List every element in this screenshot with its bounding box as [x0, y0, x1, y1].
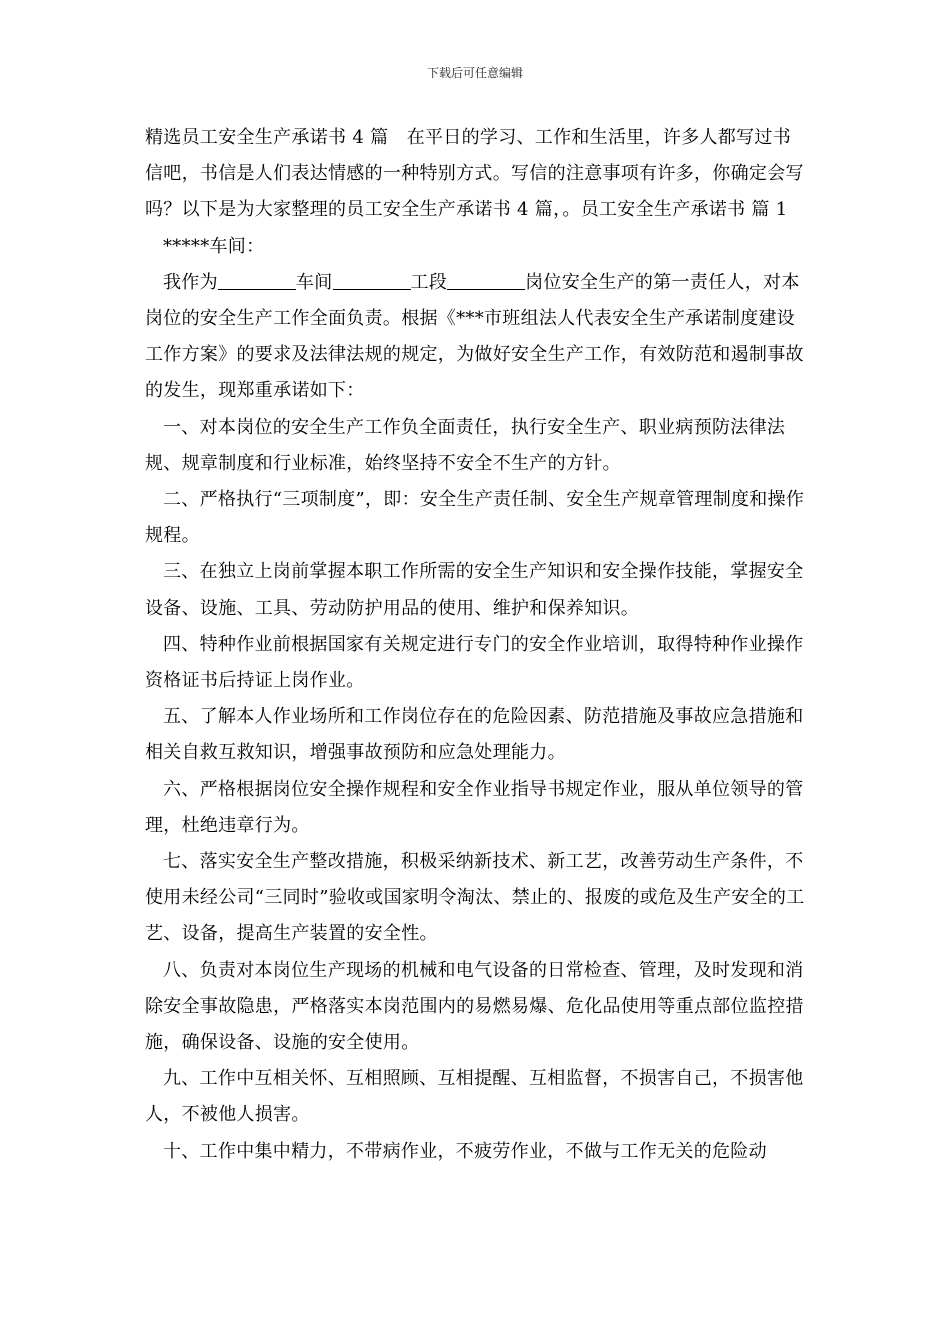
pledge-item-4: 四、特种作业前根据国家有关规定进行专门的安全作业培训，取得特种作业操作资格证书后持证上岗作业。: [145, 633, 804, 692]
pledge-item-7: 七、落实安全生产整改措施，积极采纳新技术、新工艺，改善劳动生产条件，不使用未经公司“三同时”验收或国家明令淘汰、禁止的、报废的或危及生产安全的工艺、设备，提高生产装置的安全性。: [145, 851, 805, 945]
pledge-text-prefix: 我作为: [163, 271, 218, 293]
page-header-note: 下载后可任意编辑: [426, 66, 523, 80]
pledge-item-3: 三、在独立上岗前掌握本职工作所需的安全生产知识和安全操作技能，掌握安全设备、设施、工具、劳动防护用品的使用、维护和保养知识。: [145, 561, 804, 619]
salutation: *****车间：: [163, 235, 265, 257]
document-body: [145, 120, 809, 1170]
pledge-item-1: 一、对本岗位的安全生产工作负全面责任，执行安全生产、职业病预防法律法规、规章制度和行业标准，始终坚持不安全不生产的方针。: [145, 416, 786, 474]
pledge-text-section: 工段: [410, 271, 448, 293]
pledge-text-workshop: 车间: [295, 271, 333, 293]
intro-paragraph: 精选员工安全生产承诺书 4 篇 在平日的学习、工作和生活里，许多人都写过书信吧，书信是人们表达情感的一种特别方式。写信的注意事项有许多，你确定会写吗？以下是为大家整理的员工安全生产承诺书 4 篇，。员工安全生产承诺书 篇 1: [145, 127, 804, 221]
pledge-item-9: 九、工作中互相关怀、互相照顾、互相提醒、互相监督，不损害自己，不损害他人，不被他人损害。: [145, 1068, 804, 1126]
pledge-item-6: 六、严格根据岗位安全操作规程和安全作业指导书规定作业，服从单位领导的管理，杜绝违章行为。: [145, 778, 804, 836]
pledge-item-2: 二、严格执行“三项制度”，即：安全生产责任制、安全生产规章管理制度和操作规程。: [145, 489, 805, 547]
pledge-text-body: 岗位安全生产的第一责任人，对本岗位的安全生产工作全面负责。根据《***市班组法人代表安全生产承诺制度建设工作方案》的要求及法律法规的规定，为做好安全生产工作，有效防范和遏制事故的发生，现郑重承诺如下：: [145, 271, 804, 402]
position-blank: [447, 269, 525, 290]
pledge-item-5: 五、了解本人作业场所和工作岗位存在的危险因素、防范措施及事故应急措施和相关自救互救知识，增强事故预防和应急处理能力。: [145, 706, 804, 764]
pledge-item-10: 十、工作中集中精力，不带病作业，不疲劳作业，不做与工作无关的危险动: [163, 1140, 767, 1162]
pledge-item-8: 八、负责对本岗位生产现场的机械和电气设备的日常检查、管理，及时发现和消除安全事故隐患，严格落实本岗范围内的易燃易爆、危化品使用等重点部位监控措施，确保设备、设施的安全使用。: [145, 959, 804, 1054]
section-blank: [333, 269, 411, 290]
workshop-blank: [218, 269, 296, 290]
pledge-paragraph: [145, 265, 809, 410]
